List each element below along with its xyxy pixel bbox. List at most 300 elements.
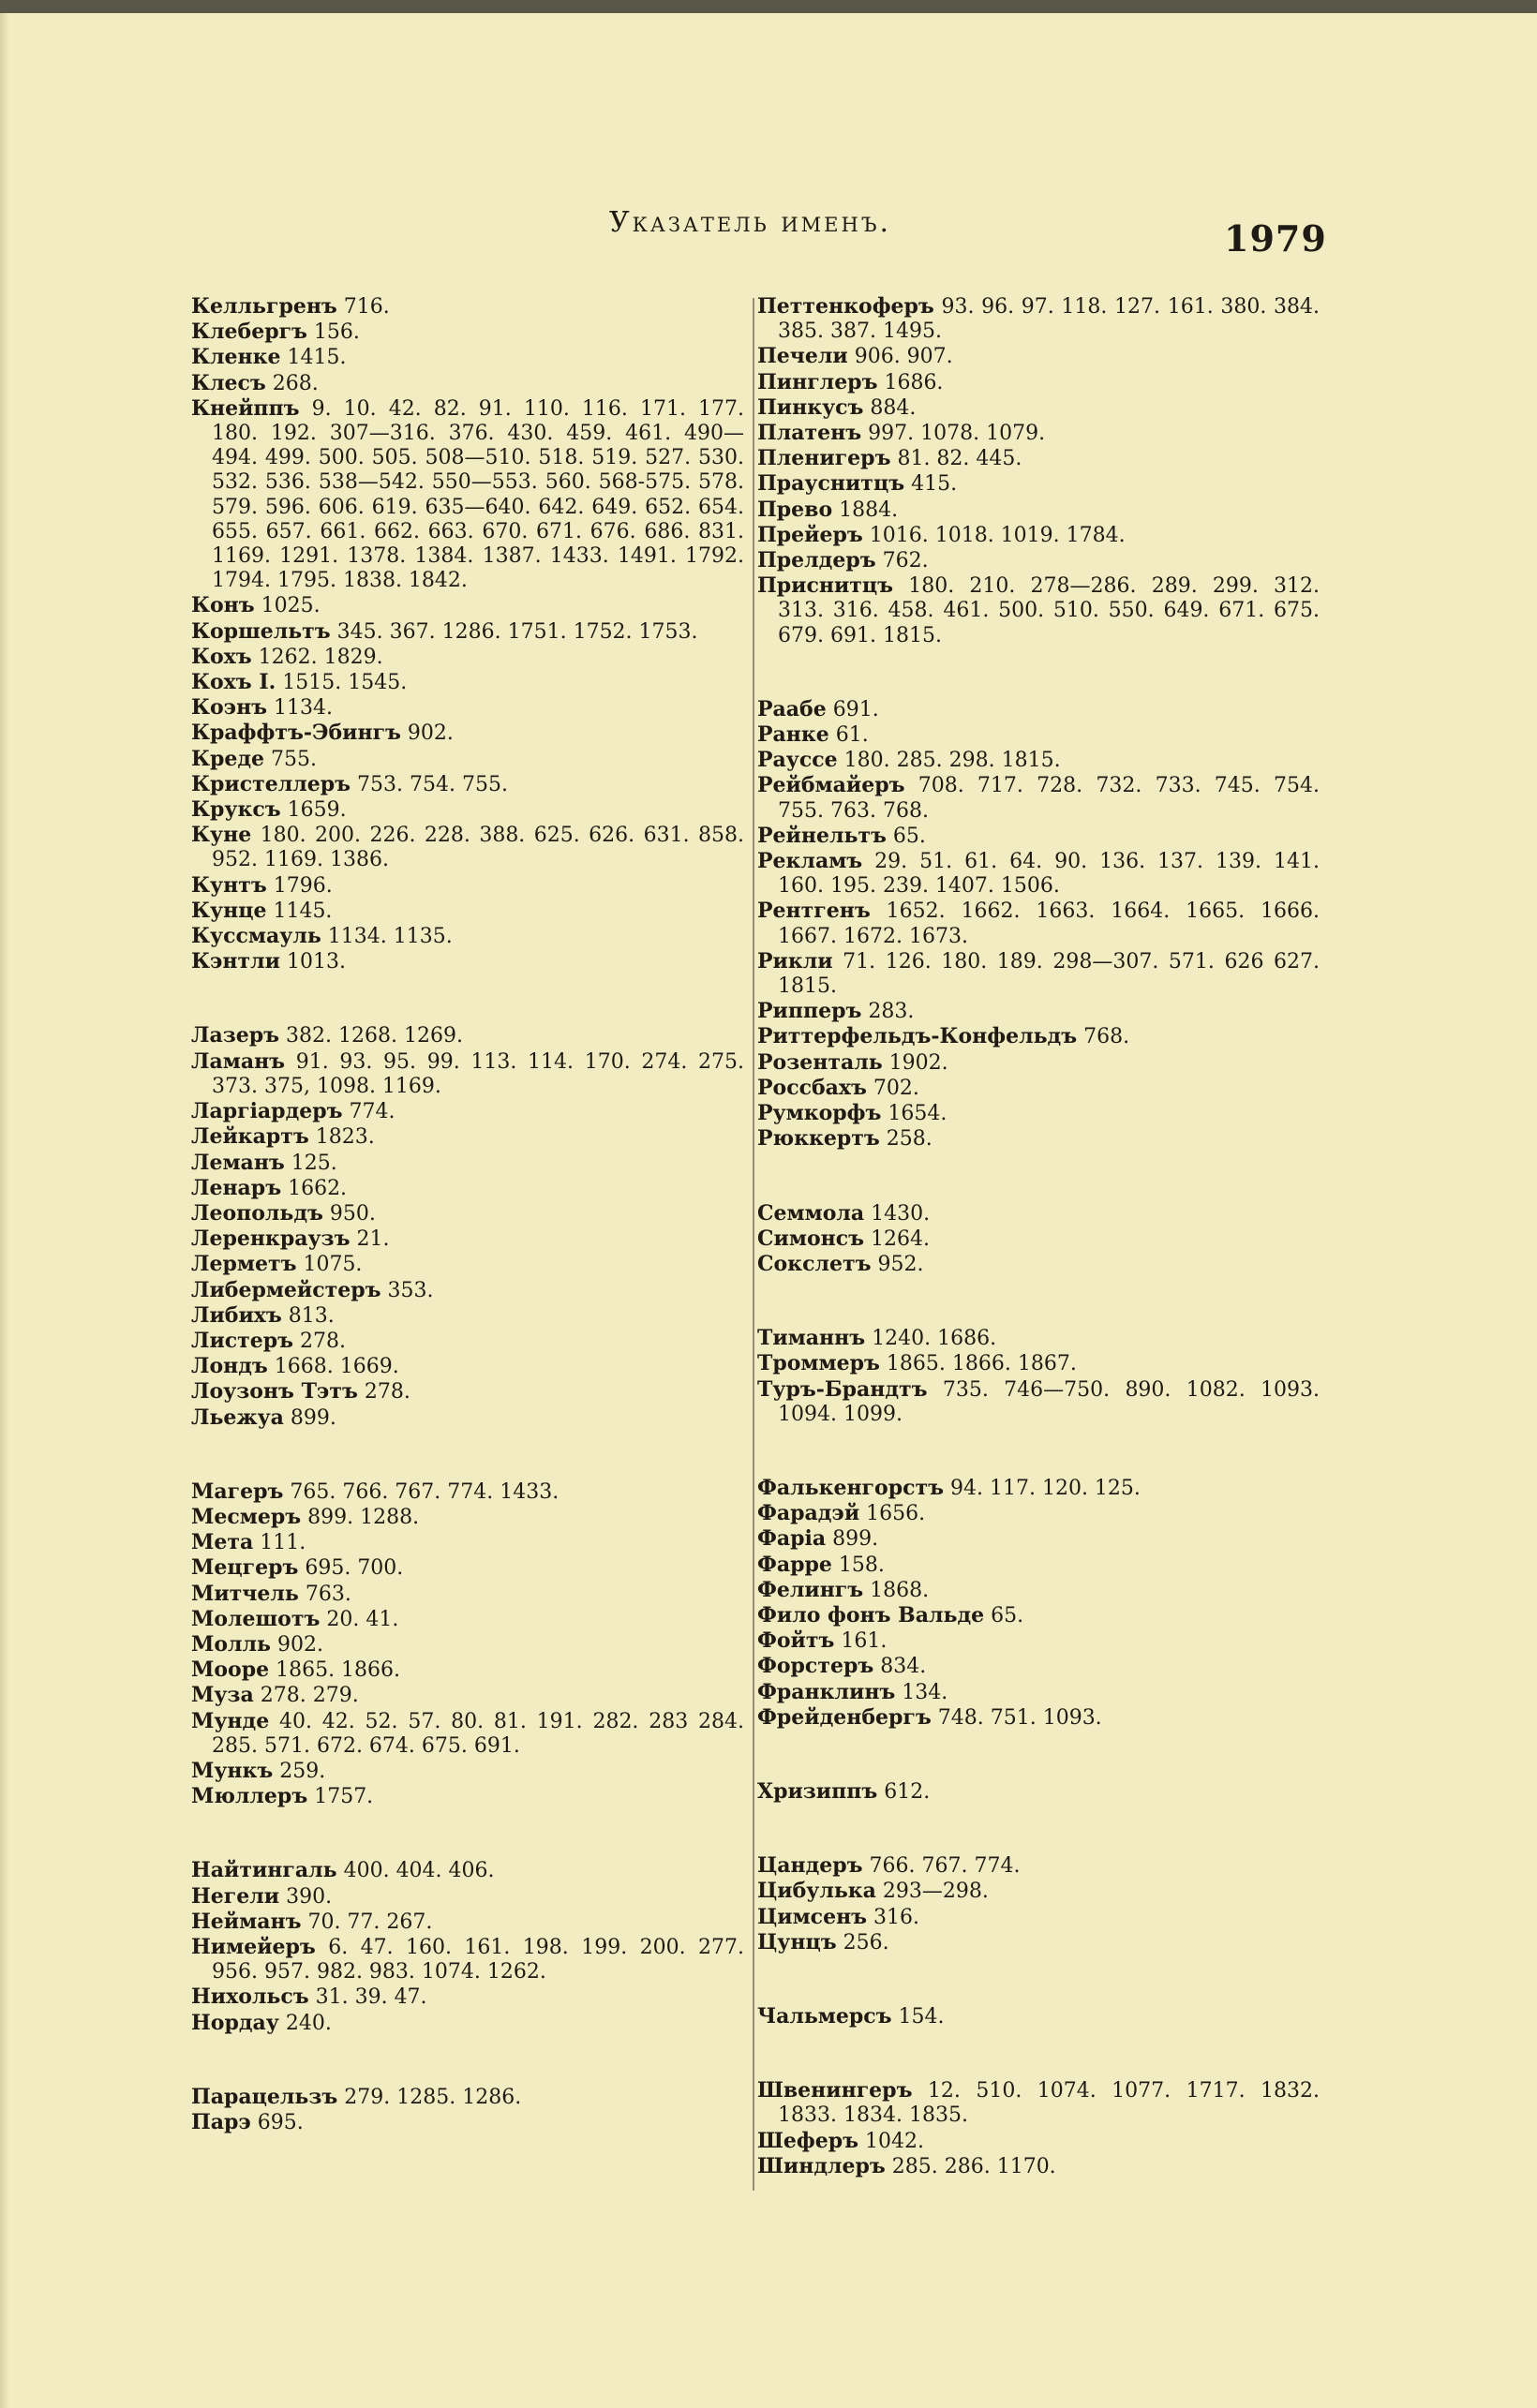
index-entry <box>757 1879 1320 1904</box>
index-entry <box>757 1603 1320 1628</box>
index-entry <box>191 1201 744 1226</box>
entry-name: Россбахъ <box>757 1075 867 1100</box>
letter-group <box>757 1476 1320 1731</box>
index-entry <box>191 1329 744 1354</box>
index-entry <box>757 1326 1320 1351</box>
index-entry <box>757 1654 1320 1679</box>
index-entry <box>757 722 1320 748</box>
index-entry <box>191 1226 744 1252</box>
entry-name: Месмеръ <box>191 1504 302 1529</box>
index-entry <box>757 344 1320 369</box>
page-title: Указатель именъ. <box>609 206 892 239</box>
entry-name: Рентгенъ <box>757 899 871 924</box>
letter-group <box>757 1853 1320 1955</box>
entry-page-refs: 1134. <box>267 696 334 721</box>
index-entry <box>757 294 1320 344</box>
index-entry <box>757 1853 1320 1879</box>
entry-page-refs: 899. 1288. <box>301 1505 420 1529</box>
index-entry <box>757 2154 1320 2179</box>
entry-name: Коэнъ <box>191 695 268 721</box>
entry-page-refs: 702. <box>866 1076 919 1100</box>
entry-page-refs: 1415. <box>280 346 347 370</box>
entry-name: Фарре <box>757 1552 832 1577</box>
entry-name: Коршельтъ <box>191 618 331 644</box>
entry-page-refs: 735. 746—750. 890. 1082. 1093. 1094. 1099. <box>778 1377 1320 1426</box>
entry-page-refs: 1430. <box>864 1201 931 1226</box>
index-entry <box>191 1405 744 1431</box>
index-entry <box>191 1709 744 1759</box>
index-entry <box>757 370 1320 395</box>
index-entry <box>191 1278 744 1303</box>
entry-page-refs: 952. <box>871 1252 924 1276</box>
entry-name: Платенъ <box>757 421 862 446</box>
entry-name: Мецгеръ <box>191 1555 299 1581</box>
index-entry <box>191 320 744 345</box>
entry-name: Кунце <box>191 898 267 923</box>
entry-name: Симонсъ <box>757 1226 864 1251</box>
entry-page-refs: 285. 286. 1170. <box>885 2154 1056 2178</box>
entry-page-refs: 1668. 1669. <box>267 1355 399 1379</box>
index-entry <box>757 1126 1320 1152</box>
entry-page-refs: 415. <box>904 472 958 497</box>
entry-name: Пинглеръ <box>757 369 878 394</box>
entry-name: Кристеллеръ <box>191 771 351 796</box>
entry-page-refs: 293—298. <box>875 1880 989 1904</box>
letter-group <box>191 1858 744 2035</box>
index-entry <box>191 1354 744 1379</box>
entry-name: Петтенкоферъ <box>757 294 934 319</box>
entry-page-refs: 65. <box>984 1603 1024 1628</box>
letter-group <box>757 1326 1320 1427</box>
entry-page-refs: 40. 42. 52. 57. 80. 81. 191. 282. 283 284. 285. 571. 672. 674. 675. 691. <box>212 1709 744 1758</box>
entry-page-refs: 61. <box>828 723 869 748</box>
entry-name: Лазеръ <box>191 1023 280 1048</box>
entry-page-refs: 91. 93. 95. 99. 113. 114. 170. 274. 275. 373. 375, 1098. 1169. <box>212 1049 744 1098</box>
entry-name: Муза <box>191 1683 254 1708</box>
entry-name: Мюллеръ <box>191 1784 308 1809</box>
entry-page-refs: 94. 117. 120. 125. <box>944 1476 1141 1500</box>
entry-name: Фарадэй <box>757 1501 860 1526</box>
entry-page-refs: 278. <box>357 1380 410 1405</box>
entry-name: Шеферъ <box>757 2128 858 2153</box>
entry-name: Лерметъ <box>191 1252 297 1277</box>
entry-page-refs: 268. <box>265 371 319 395</box>
entry-page-refs: 1823. <box>308 1125 375 1150</box>
entry-name: Фалькенгорстъ <box>757 1475 944 1500</box>
entry-name: Кленке <box>191 345 281 370</box>
index-entry <box>191 2085 744 2110</box>
index-entry <box>191 1049 744 1099</box>
column-divider <box>753 298 754 2191</box>
index-entry <box>191 695 744 721</box>
entry-name: Кэнтли <box>191 949 280 974</box>
entry-page-refs: 1016. 1018. 1019. 1784. <box>862 523 1126 547</box>
entry-page-refs: 382. 1268. 1269. <box>279 1024 463 1048</box>
letter-group <box>757 1779 1320 1805</box>
index-entry <box>757 1351 1320 1376</box>
entry-page-refs: 1868. <box>863 1578 930 1602</box>
entry-page-refs: 256. <box>836 1930 889 1955</box>
entry-name: Фойтъ <box>757 1628 835 1654</box>
letter-group <box>757 294 1320 648</box>
entry-page-refs: 1652. 1662. 1663. 1664. 1665. 1666. 1667. 1672. 1673. <box>778 899 1320 948</box>
index-entry <box>757 1252 1320 1277</box>
entry-page-refs: 997. 1078. 1079. <box>861 422 1046 446</box>
index-entry <box>191 1632 744 1657</box>
index-entry <box>757 523 1320 548</box>
entry-name: Пинкусъ <box>757 394 864 420</box>
entry-name: Прево <box>757 497 833 522</box>
entry-name: Конъ <box>191 593 255 618</box>
index-entry <box>757 849 1320 899</box>
entry-name: Кохъ <box>191 644 252 669</box>
entry-page-refs: 240. <box>278 2011 332 2035</box>
index-entry <box>191 1657 744 1683</box>
entry-page-refs: 906. 907. <box>847 345 953 369</box>
entry-name: Хризиппъ <box>757 1778 878 1804</box>
index-entry <box>757 899 1320 948</box>
entry-name: Кохъ I. <box>191 670 276 695</box>
index-entry <box>191 924 744 949</box>
index-entry <box>757 1578 1320 1603</box>
index-entry <box>191 1935 744 1984</box>
entry-name: Найтингаль <box>191 1858 337 1883</box>
entry-page-refs: 1262. 1829. <box>251 645 383 669</box>
entry-page-refs: 158. <box>831 1553 885 1577</box>
index-entry <box>757 1377 1320 1427</box>
entry-name: Ленаръ <box>191 1175 282 1200</box>
entry-page-refs: 258. <box>879 1127 933 1152</box>
entry-page-refs: 768. <box>1077 1025 1130 1049</box>
entry-page-refs: 1025. <box>254 594 321 618</box>
entry-page-refs: 1902. <box>882 1050 948 1075</box>
right-column <box>757 294 1320 2228</box>
entry-name: Риттерфельдъ-Конфельдъ <box>757 1024 1078 1049</box>
entry-page-refs: 762. <box>875 549 929 573</box>
index-entry <box>191 1884 744 1910</box>
entry-name: Митчель <box>191 1581 299 1606</box>
entry-name: Цимсенъ <box>757 1904 868 1929</box>
index-entry <box>191 1303 744 1329</box>
index-entry <box>757 1201 1320 1226</box>
index-entry <box>191 294 744 320</box>
entry-page-refs: 29. 51. 61. 64. 90. 136. 137. 139. 141. 160. 195. 239. 1407. 1506. <box>778 850 1320 899</box>
entry-page-refs: 1145. <box>266 899 333 923</box>
entry-page-refs: 81. 82. 445. <box>890 447 1022 471</box>
entry-page-refs: 1796. <box>266 873 333 898</box>
entry-name: Троммеръ <box>757 1351 880 1376</box>
entry-name: Клебергъ <box>191 320 307 345</box>
entry-page-refs: 125. <box>284 1151 337 1175</box>
entry-name: Фаріа <box>757 1526 827 1552</box>
entry-page-refs: 180. 285. 298. 1815. <box>837 749 1061 773</box>
index-entry <box>191 823 744 872</box>
entry-name: Румкорфъ <box>757 1101 882 1126</box>
entry-name: Рекламъ <box>757 849 863 874</box>
entry-page-refs: 390. <box>279 1884 333 1909</box>
entry-name: Лондъ <box>191 1354 268 1379</box>
index-entry <box>191 1759 744 1784</box>
entry-page-refs: 1264. <box>864 1226 930 1251</box>
index-entry <box>191 949 744 974</box>
index-entry <box>757 1476 1320 1501</box>
index-entry <box>757 395 1320 421</box>
entry-name: Рейбмайеръ <box>757 773 905 798</box>
entry-name: Леопольдъ <box>191 1200 323 1226</box>
entry-name: Куне <box>191 823 252 848</box>
entry-name: Раабе <box>757 696 827 721</box>
index-entry <box>757 1553 1320 1578</box>
index-entry <box>191 2110 744 2135</box>
entry-name: Нейманъ <box>191 1909 302 1934</box>
scan-top-edge <box>0 0 1537 13</box>
entry-page-refs: 180. 200. 226. 228. 388. 625. 626. 631. 858. 952. 1169. 1386. <box>212 824 744 872</box>
entry-page-refs: 755. <box>264 747 318 771</box>
entry-name: Приснитцъ <box>757 573 894 599</box>
entry-page-refs: 345. 367. 1286. 1751. 1752. 1753. <box>330 619 698 644</box>
entry-page-refs: 180. 210. 278—286. 289. 299. 312. 313. 316. 458. 461. 500. 510. 550. 649. 671. 675. 679. 691. 1815. <box>778 574 1320 647</box>
index-entry <box>757 999 1320 1024</box>
entry-name: Мунде <box>191 1708 270 1733</box>
entry-page-refs: 695. 700. <box>298 1556 404 1581</box>
entry-name: Форстеръ <box>757 1654 874 1679</box>
letter-group <box>191 1479 744 1810</box>
entry-name: Нимейеръ <box>191 1934 316 1959</box>
scan-left-shadow <box>0 13 9 2408</box>
entry-page-refs: 716. <box>336 295 390 319</box>
index-entry <box>757 824 1320 849</box>
entry-name: Келльгренъ <box>191 294 337 319</box>
index-entry <box>757 1680 1320 1705</box>
index-entry <box>757 1930 1320 1955</box>
index-entry <box>191 1910 744 1935</box>
index-entry <box>191 1582 744 1607</box>
index-entry <box>757 446 1320 471</box>
entry-page-refs: 134. <box>895 1680 948 1704</box>
index-entry <box>757 1501 1320 1526</box>
index-entry <box>757 2129 1320 2154</box>
entry-name: Фрейденбергъ <box>757 1704 932 1730</box>
entry-name: Либихъ <box>191 1302 282 1328</box>
index-entry <box>757 1705 1320 1731</box>
left-column <box>191 294 744 2184</box>
letter-group <box>191 294 744 974</box>
entry-name: Леманъ <box>191 1150 285 1175</box>
index-entry <box>191 1984 744 2010</box>
entry-page-refs: 1654. <box>881 1102 948 1126</box>
entry-name: Рюккертъ <box>757 1126 880 1152</box>
entry-name: Нихольсъ <box>191 1984 309 2010</box>
entry-name: Швенингеръ <box>757 2078 913 2103</box>
entry-name: Шиндлеръ <box>757 2153 886 2178</box>
entry-page-refs: 1865. 1866. <box>269 1658 401 1683</box>
entry-page-refs: 748. 751. 1093. <box>931 1705 1102 1730</box>
entry-page-refs: 899. <box>283 1405 336 1430</box>
index-entry <box>757 471 1320 497</box>
index-entry <box>191 670 744 695</box>
index-entry <box>757 498 1320 523</box>
index-entry <box>191 619 744 645</box>
entry-page-refs: 6. 47. 160. 161. 198. 199. 200. 277. 956. 957. 982. 983. 1074. 1262. <box>212 1935 744 1984</box>
entry-name: Прелдеръ <box>757 548 876 573</box>
index-entry <box>757 748 1320 773</box>
index-entry <box>191 747 744 772</box>
entry-name: Нордау <box>191 2010 279 2035</box>
index-entry <box>757 573 1320 648</box>
index-entry <box>191 899 744 924</box>
entry-name: Ламанъ <box>191 1048 286 1074</box>
index-entry <box>191 1151 744 1176</box>
index-entry <box>191 345 744 370</box>
index-entry <box>191 1607 744 1632</box>
entry-page-refs: 156. <box>306 320 360 345</box>
entry-name: Чальмерсъ <box>757 2003 892 2029</box>
entry-name: Листеръ <box>191 1328 294 1353</box>
index-entry <box>191 1023 744 1048</box>
entry-page-refs: 1515. 1545. <box>276 671 408 695</box>
entry-page-refs: 695. <box>250 2111 304 2134</box>
letter-group <box>757 2004 1320 2029</box>
entry-page-refs: 834. <box>873 1655 927 1679</box>
index-entry <box>191 1479 744 1505</box>
entry-page-refs: 708. 717. 728. 732. 733. 745. 754. 755. 763. 768. <box>778 774 1320 823</box>
entry-name: Негели <box>191 1883 280 1909</box>
index-entry <box>757 949 1320 999</box>
entry-name: Цибулька <box>757 1879 876 1904</box>
entry-page-refs: 65. <box>886 824 926 848</box>
entry-page-refs: 813. <box>281 1303 335 1328</box>
index-entry <box>191 1379 744 1405</box>
entry-page-refs: 400. 404. 406. <box>336 1859 495 1883</box>
index-entry <box>191 1176 744 1201</box>
entry-name: Магеръ <box>191 1479 284 1504</box>
entry-page-refs: 161. <box>834 1629 888 1654</box>
entry-page-refs: 899. <box>826 1527 879 1552</box>
entry-name: Семмола <box>757 1200 865 1226</box>
index-entry <box>757 1226 1320 1252</box>
index-entry <box>757 1050 1320 1076</box>
entry-name: Краффтъ-Эбингъ <box>191 721 401 746</box>
index-entry <box>757 773 1320 823</box>
entry-name: Розенталь <box>757 1049 883 1075</box>
entry-page-refs: 353. <box>381 1278 434 1302</box>
entry-name: Фелингъ <box>757 1577 864 1602</box>
entry-name: Мета <box>191 1530 254 1555</box>
index-entry <box>757 1101 1320 1126</box>
entry-page-refs: 1884. <box>832 498 899 522</box>
entry-page-refs: 316. <box>867 1905 920 1929</box>
index-entry <box>191 396 744 594</box>
entry-name: Льежуа <box>191 1405 284 1430</box>
index-entry <box>757 1779 1320 1805</box>
entry-page-refs: 20. 41. <box>320 1607 399 1631</box>
entry-page-refs: 93. 96. 97. 118. 127. 161. 380. 384. 385. 387. 1495. <box>778 295 1320 344</box>
entry-name: Молешотъ <box>191 1606 321 1631</box>
entry-name: Рейнельтъ <box>757 823 887 848</box>
entry-name: Рауссе <box>757 748 838 773</box>
entry-name: Рипперъ <box>757 999 862 1024</box>
entry-page-refs: 763. <box>298 1582 351 1606</box>
index-entry <box>191 593 744 618</box>
letter-group <box>757 2078 1320 2179</box>
entry-name: Цандеръ <box>757 1853 863 1879</box>
letter-group <box>191 1023 744 1430</box>
entry-name: Франклинъ <box>757 1679 896 1704</box>
entry-page-refs: 1757. <box>307 1785 374 1809</box>
entry-page-refs: 12. 510. 1074. 1077. 1717. 1832. 1833. 1834. 1835. <box>778 2079 1320 2128</box>
entry-page-refs: 1134. 1135. <box>321 925 453 949</box>
entry-page-refs: 70. 77. 267. <box>301 1910 433 1934</box>
entry-page-refs: 1075. <box>296 1253 363 1277</box>
entry-page-refs: 774. <box>342 1100 395 1124</box>
entry-name: Кунтъ <box>191 872 267 898</box>
index-entry <box>191 1099 744 1124</box>
entry-page-refs: 21. <box>350 1227 390 1252</box>
entry-page-refs: 1042. <box>858 2129 924 2153</box>
entry-name: Туръ-Брандтъ <box>757 1376 928 1402</box>
entry-name: Креде <box>191 746 265 771</box>
entry-name: Прейеръ <box>757 522 863 547</box>
entry-page-refs: 1656. <box>859 1502 926 1526</box>
index-entry <box>191 1530 744 1555</box>
index-entry <box>191 721 744 746</box>
page-number: 1979 <box>1224 217 1327 260</box>
entry-page-refs: 1659. <box>280 798 347 823</box>
entry-page-refs: 111. <box>253 1531 306 1555</box>
entry-name: Прауснитцъ <box>757 471 905 497</box>
entry-name: Печели <box>757 344 848 369</box>
index-entry <box>757 548 1320 573</box>
entry-page-refs: 1662. <box>281 1176 348 1200</box>
index-entry <box>757 421 1320 446</box>
index-entry <box>191 1784 744 1809</box>
index-entry <box>757 1628 1320 1654</box>
entry-name: Тиманнъ <box>757 1326 866 1351</box>
entry-name: Сокслетъ <box>757 1251 872 1276</box>
index-entry <box>191 371 744 396</box>
entry-page-refs: 279. 1285. 1286. <box>337 2085 522 2109</box>
entry-page-refs: 950. <box>322 1201 376 1226</box>
index-entry <box>191 2011 744 2036</box>
entry-page-refs: 154. <box>891 2004 945 2029</box>
entry-name: Лейкартъ <box>191 1124 309 1150</box>
entry-page-refs: 278. <box>293 1329 347 1353</box>
entry-page-refs: 1240. 1686. <box>865 1327 997 1351</box>
entry-page-refs: 612. <box>877 1779 931 1804</box>
entry-page-refs: 9. 10. 42. 82. 91. 110. 116. 171. 177. 180. 192. 307—316. 376. 430. 459. 461. 490—494. 499. 500. 505. 508—510. 518. 519. 527. 530. 532. 536. 538—542. 550—553. 560. 568-575. 578. 579. 596. 606. 619. 635—640. 642. 649. 652. 654. 655. 657. 661. 662. 663. 670. 671. 676. 686. 831. 1169. 1291. 1378. 1384. 1387. 1433. 1491. 1792. 1794. 1795. 1838. 1842. <box>212 396 744 593</box>
entry-page-refs: 753. 754. 755. <box>351 772 508 796</box>
entry-name: Фило фонъ Вальде <box>757 1602 985 1628</box>
index-entry <box>757 2004 1320 2029</box>
entry-name: Клесъ <box>191 370 266 395</box>
entry-name: Круксъ <box>191 797 281 823</box>
entry-name: Мооре <box>191 1657 270 1683</box>
entry-name: Пленигеръ <box>757 446 891 471</box>
entry-page-refs: 766. 767. 774. <box>862 1854 1021 1879</box>
letter-group <box>757 697 1320 1152</box>
entry-page-refs: 31. 39. 47. <box>308 1985 427 2010</box>
index-entry <box>191 1252 744 1277</box>
entry-page-refs: 902. <box>400 721 454 746</box>
index-entry <box>757 1024 1320 1049</box>
index-entry <box>191 797 744 823</box>
entry-name: Куссмауль <box>191 924 321 949</box>
entry-page-refs: 1013. <box>279 950 346 974</box>
index-entry <box>191 1858 744 1883</box>
index-entry <box>191 772 744 797</box>
entry-page-refs: 259. <box>273 1759 326 1783</box>
entry-page-refs: 765. 766. 767. 774. 1433. <box>283 1479 560 1504</box>
